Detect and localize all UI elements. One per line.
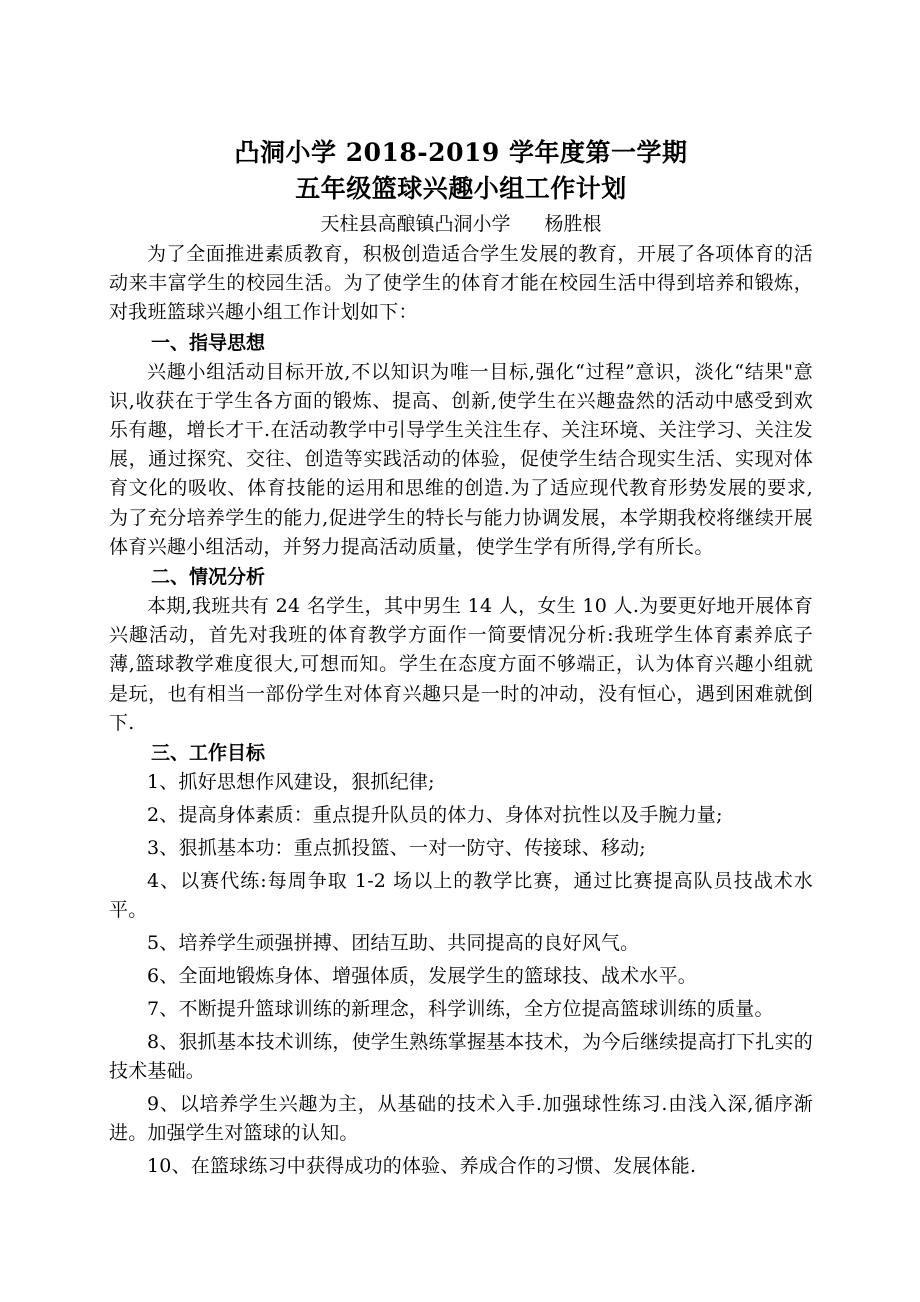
goal-item: 10、在篮球练习中获得成功的体验、养成合作的习惯、发展体能.: [147, 1155, 697, 1178]
goal-item: 1、抓好思想作风建设，狠抓纪律;: [147, 771, 435, 794]
goal-item: 5、培养学生顽强拼搏、团结互助、共同提高的良好风气。: [147, 932, 640, 955]
section-body-guiding-idea: 兴趣小组活动目标开放,不以知识为唯一目标,强化“过程”意识，淡化“结果"意识,收获在于学生各方面的锻炼、提高、创新,使学生在兴趣盎然的活动中感受到欢乐有趣，增长才干.在活动教学中引导学生关注生存、关注环境、关注学习、关注发展，通过探究、交往、创造等实践活动的体验，促使学生结合现实生活、实现对体育文化的吸收、体育技能的运用和思维的创造.为了适应现代教育形势发展的要求,为了充分培养学生的能力,促进学生的特长与能力协调发展，本学期我校将继续开展体育兴趣小组活动，并努力提高活动质量，使学生学有所得,学有所长。: [109, 360, 813, 558]
document-title-line2: 五年级篮球兴趣小组工作计划: [295, 174, 627, 203]
goal-item: 8、狠抓基本技术训练，使学生熟练掌握基本技术，为今后继续提高打下扎实的技术基础。: [109, 1031, 813, 1083]
section-heading-work-goals: 三、工作目标: [151, 742, 266, 765]
goal-item: 7、不断提升篮球训练的新理念，科学训练，全方位提高篮球训练的质量。: [147, 998, 774, 1021]
school-name: 天柱县高酿镇凸洞小学: [320, 213, 511, 235]
section-heading-situation-analysis: 二、情况分析: [151, 566, 266, 589]
goal-item: 2、提高身体素质：重点提升队员的体力、身体对抗性以及手腕力量;: [147, 804, 723, 827]
intro-paragraph: 为了全面推进素质教育，积极创造适合学生发展的教育，开展了各项体育的活动来丰富学生的校园生活。为了使学生的体育才能在校园生活中得到培养和锻炼，对我班篮球兴趣小组工作计划如下：: [109, 243, 813, 324]
goal-item: 3、狠抓基本功：重点抓投篮、一对一防守、传接球、移动;: [147, 837, 646, 860]
section-body-situation-analysis: 本期,我班共有 24 名学生，其中男生 14 人，女生 10 人.为要更好地开展体育兴趣活动，首先对我班的体育教学方面作一简要情况分析:我班学生体育素养底子薄,篮球教学难度很大,可想而知。学生在态度方面不够端正，认为体育兴趣小组就是玩，也有相当一部份学生对体育兴趣只是一时的冲动，没有恒心，遇到困难就倒下.: [109, 595, 813, 734]
goal-item: 4、以赛代练:每周争取 1-2 场以上的教学比赛，通过比赛提高队员技战术水平。: [109, 870, 813, 922]
document-title-line1: 凸洞小学 2018-2019 学年度第一学期: [234, 138, 688, 167]
goal-item: 9、以培养学生兴趣为主，从基础的技术入手.加强球性练习.由浅入深,循序渐进。加强学生对篮球的认知。: [109, 1093, 813, 1145]
section-heading-guiding-idea: 一、指导思想: [151, 331, 266, 354]
goal-item: 6、全面地锻炼身体、增强体质，发展学生的篮球技、战术水平。: [147, 965, 697, 988]
author-name: 杨胜根: [544, 213, 602, 235]
byline: [109, 208, 813, 240]
document-page: [109, 136, 813, 1185]
